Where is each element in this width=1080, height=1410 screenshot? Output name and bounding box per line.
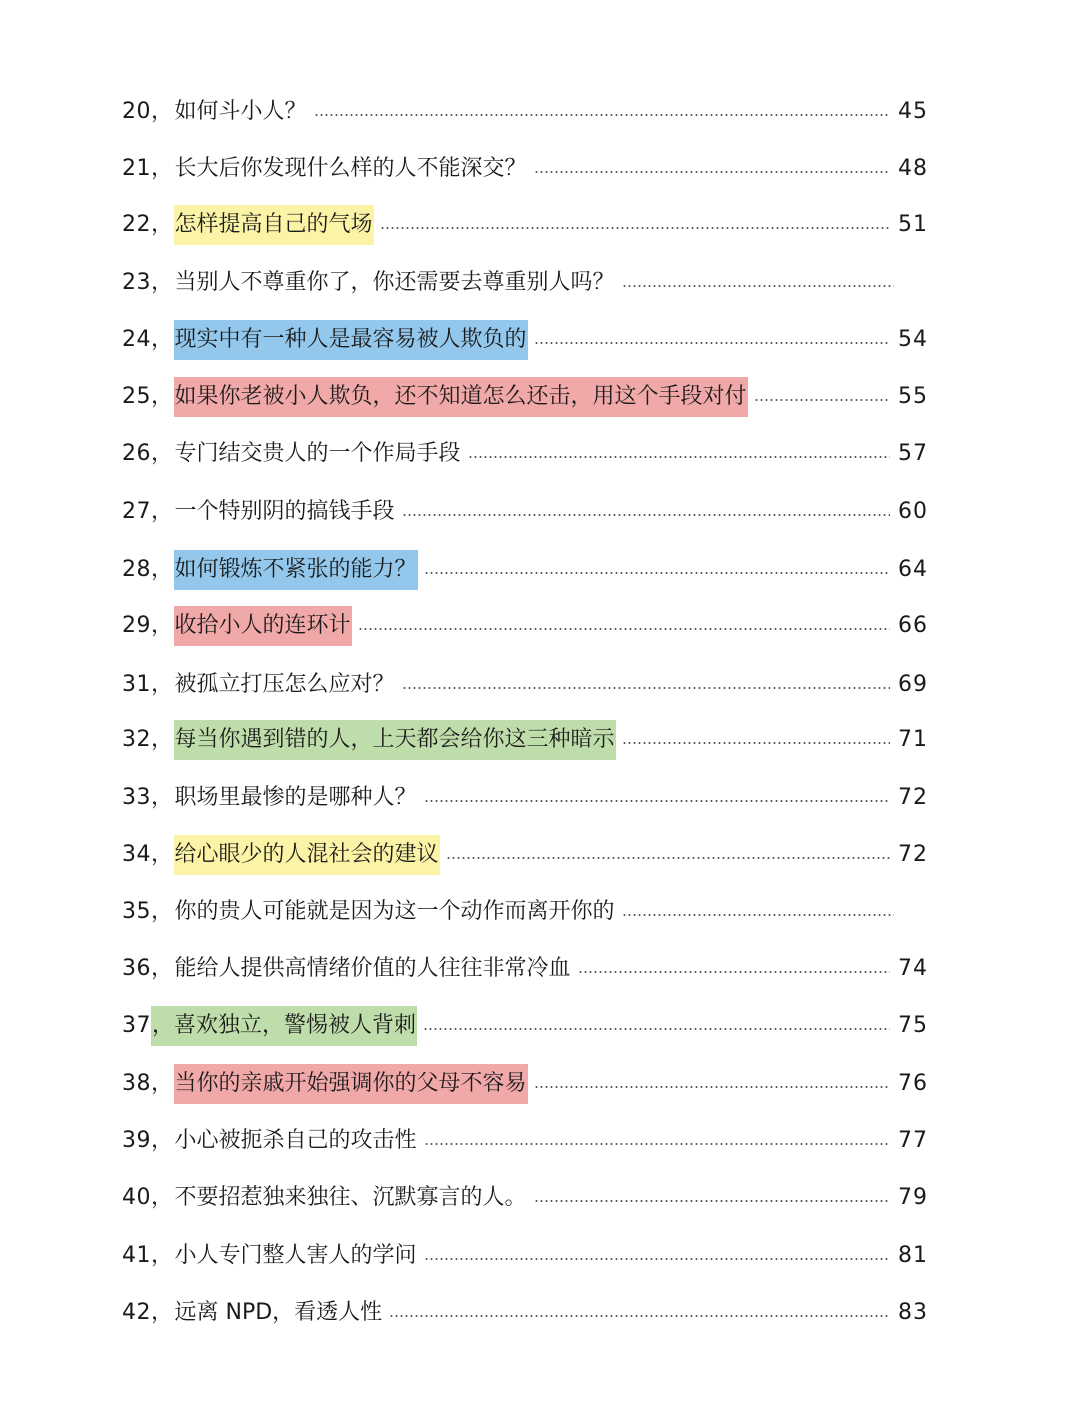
entry-page-number: 48 (898, 156, 928, 181)
entry-number: 34， (122, 842, 174, 867)
entry-title: 远离 NPD，看透人性 (174, 1300, 383, 1325)
entry-number: 28， (122, 557, 174, 582)
toc-entry[interactable] (122, 1293, 928, 1333)
toc-entry[interactable] (122, 320, 928, 360)
entry-title: 你的贵人可能就是因为这一个动作而离开你的 (174, 899, 615, 924)
entry-page-number: 75 (898, 1013, 928, 1038)
entry-page-number: 66 (898, 613, 928, 638)
toc-entry[interactable] (122, 720, 928, 760)
entry-page-number: 57 (898, 441, 928, 466)
entry-number: 38， (122, 1071, 174, 1096)
entry-title: 收拾小人的连环计 (174, 606, 352, 646)
toc-entry[interactable] (122, 949, 928, 989)
toc-entry[interactable] (122, 434, 928, 474)
entry-title: 不要招惹独来独往、沉默寡言的人。 (174, 1185, 527, 1210)
entry-number: 37 (122, 1013, 151, 1038)
toc-entry[interactable] (122, 1006, 928, 1046)
dot-leader (446, 857, 890, 859)
toc-entry[interactable] (122, 1178, 928, 1218)
entry-page-number: 69 (898, 672, 928, 697)
entry-page-number: 60 (898, 499, 928, 524)
entry-page-number: 72 (898, 842, 928, 867)
entry-page-number: 45 (898, 99, 928, 124)
entry-title: 当别人不尊重你了，你还需要去尊重别人吗？ (174, 270, 615, 295)
entry-number: 26， (122, 441, 174, 466)
entry-title: ，喜欢独立，警惕被人背刺 (151, 1006, 417, 1046)
toc-entry[interactable] (122, 377, 928, 417)
entry-number: 22， (122, 212, 174, 237)
toc-entry[interactable] (122, 606, 928, 646)
toc-entry[interactable] (122, 1236, 928, 1276)
dot-leader (423, 1028, 890, 1030)
entry-page-number: 72 (898, 785, 928, 810)
entry-page-number: 64 (898, 557, 928, 582)
entry-number: 42， (122, 1300, 174, 1325)
dot-leader (534, 342, 890, 344)
entry-number: 23， (122, 270, 174, 295)
entry-title: 小人专门整人害人的学问 (174, 1243, 417, 1268)
dot-leader (402, 687, 890, 689)
entry-title: 如果你老被小人欺负，还不知道怎么还击，用这个手段对付 (174, 377, 748, 417)
toc-entry[interactable] (122, 492, 928, 532)
entry-title: 怎样提高自己的气场 (174, 205, 374, 245)
entry-title: 被孤立打压怎么应对？ (174, 672, 395, 697)
entry-page-number: 79 (898, 1185, 928, 1210)
entry-title: 如何斗小人？ (174, 99, 307, 124)
entry-page-number: 51 (898, 212, 928, 237)
entry-number: 41， (122, 1243, 174, 1268)
entry-number: 20， (122, 99, 174, 124)
entry-number: 35， (122, 899, 174, 924)
entry-title: 给心眼少的人混社会的建议 (174, 835, 440, 875)
dot-leader (622, 742, 890, 744)
entry-page-number: 55 (898, 384, 928, 409)
dot-leader (578, 971, 890, 973)
dot-leader (754, 399, 890, 401)
entry-title: 一个特别阴的搞钱手段 (174, 499, 395, 524)
entry-page-number: 71 (898, 727, 928, 752)
entry-title: 如何锻炼不紧张的能力？ (174, 550, 418, 590)
dot-leader (424, 800, 890, 802)
entry-title: 现实中有一种人是最容易被人欺负的 (174, 320, 528, 360)
entry-number: 24， (122, 327, 174, 352)
dot-leader (424, 572, 890, 574)
entry-number: 33， (122, 785, 174, 810)
entry-number: 36， (122, 956, 174, 981)
toc-entry[interactable] (122, 149, 928, 189)
entry-number: 29， (122, 613, 174, 638)
toc-entry[interactable] (122, 835, 928, 875)
entry-title: 职场里最惨的是哪种人？ (174, 785, 417, 810)
toc-entry[interactable] (122, 263, 928, 303)
entry-page-number: 76 (898, 1071, 928, 1096)
dot-leader (389, 1315, 890, 1317)
toc-entry[interactable] (122, 892, 928, 932)
dot-leader (534, 171, 890, 173)
dot-leader (424, 1143, 890, 1145)
entry-number: 31， (122, 672, 174, 697)
dot-leader (534, 1200, 890, 1202)
dot-leader (402, 514, 890, 516)
dot-leader (468, 456, 890, 458)
entry-title: 专门结交贵人的一个作局手段 (174, 441, 461, 466)
toc-entry[interactable] (122, 205, 928, 245)
entry-page-number: 54 (898, 327, 928, 352)
entry-number: 25， (122, 384, 174, 409)
entry-title: 当你的亲戚开始强调你的父母不容易 (174, 1064, 528, 1104)
entry-number: 40， (122, 1185, 174, 1210)
dot-leader (314, 114, 890, 116)
toc-entry[interactable] (122, 1121, 928, 1161)
entry-title: 长大后你发现什么样的人不能深交？ (174, 156, 527, 181)
entry-number: 27， (122, 499, 174, 524)
dot-leader (424, 1258, 890, 1260)
dot-leader (622, 914, 894, 916)
toc-entry[interactable] (122, 550, 928, 590)
dot-leader (380, 227, 890, 229)
entry-title: 每当你遇到错的人，上天都会给你这三种暗示 (174, 720, 616, 760)
entry-page-number: 77 (898, 1128, 928, 1153)
toc-entry[interactable] (122, 665, 928, 705)
entry-page-number: 83 (898, 1300, 928, 1325)
toc-entry[interactable] (122, 778, 928, 818)
entry-page-number: 81 (898, 1243, 928, 1268)
entry-number: 39， (122, 1128, 174, 1153)
entry-number: 32， (122, 727, 174, 752)
entry-title: 小心被扼杀自己的攻击性 (174, 1128, 417, 1153)
toc-entry[interactable] (122, 1064, 928, 1104)
dot-leader (358, 628, 890, 630)
entry-number: 21， (122, 156, 174, 181)
entry-title: 能给人提供高情绪价值的人往往非常冷血 (174, 956, 571, 981)
dot-leader (622, 285, 894, 287)
dot-leader (534, 1086, 890, 1088)
toc-entry[interactable] (122, 92, 928, 132)
entry-page-number: 74 (898, 956, 928, 981)
